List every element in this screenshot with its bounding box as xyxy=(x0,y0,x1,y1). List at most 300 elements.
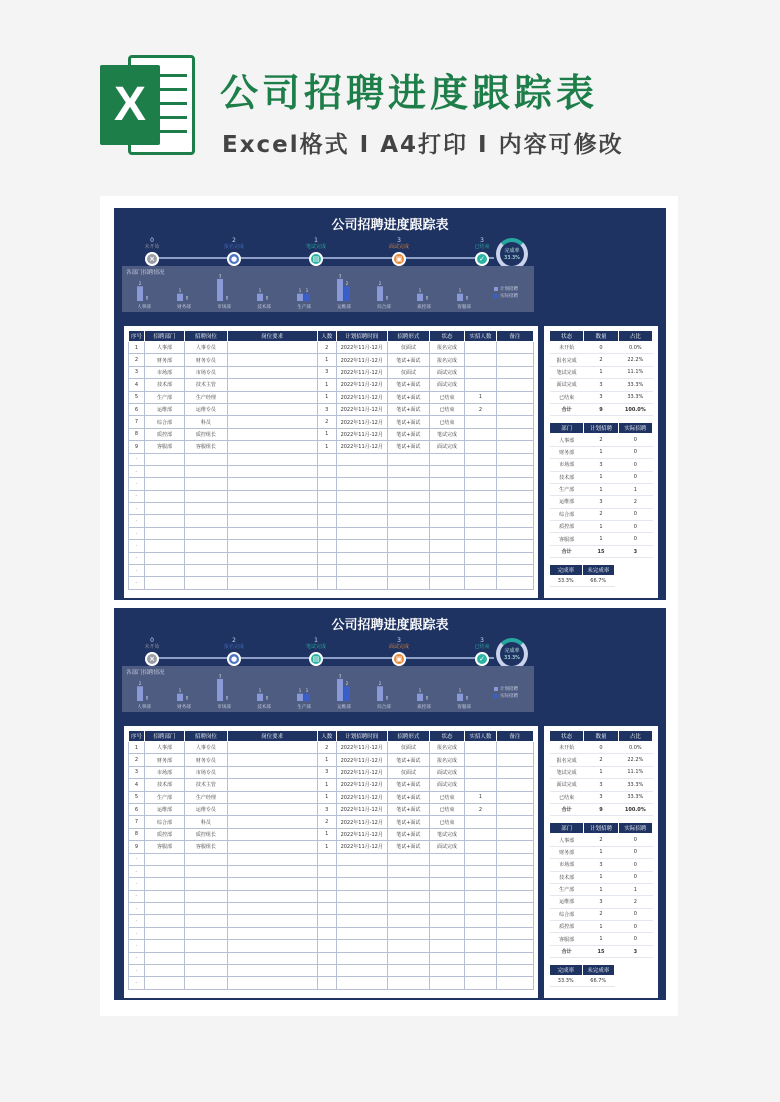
table-cell[interactable] xyxy=(430,503,465,515)
table-cell[interactable] xyxy=(387,940,429,952)
table-cell[interactable]: 6 xyxy=(129,403,145,415)
table-cell[interactable]: - xyxy=(129,515,145,527)
table-cell[interactable] xyxy=(430,527,465,539)
table-cell[interactable]: 2022年11月-12月 xyxy=(336,441,387,453)
table-cell[interactable]: 市场专员 xyxy=(185,766,227,778)
table-cell[interactable]: 笔试+面试 xyxy=(387,779,429,791)
table-cell[interactable] xyxy=(465,428,497,440)
table-cell[interactable] xyxy=(336,565,387,577)
table-cell[interactable] xyxy=(387,878,429,890)
table-cell[interactable]: 3 xyxy=(584,459,618,471)
table-cell[interactable]: 1 xyxy=(317,779,336,791)
table-cell[interactable]: 1 xyxy=(584,933,618,945)
table-cell[interactable]: 报名完成 xyxy=(430,342,465,354)
table-cell[interactable]: 2 xyxy=(465,803,497,815)
table-cell[interactable] xyxy=(387,865,429,877)
table-cell[interactable]: 运维部 xyxy=(550,896,584,908)
table-cell[interactable]: 1 xyxy=(584,871,618,883)
table-cell[interactable] xyxy=(144,965,184,977)
table-cell[interactable] xyxy=(465,878,497,890)
table-cell[interactable]: 已结束 xyxy=(430,791,465,803)
table-cell[interactable] xyxy=(185,940,227,952)
table-cell[interactable]: 1 xyxy=(317,841,336,853)
table-cell[interactable] xyxy=(336,552,387,564)
table-cell[interactable] xyxy=(387,453,429,465)
table-cell[interactable] xyxy=(465,742,497,754)
table-cell[interactable] xyxy=(227,465,317,477)
table-cell[interactable] xyxy=(317,878,336,890)
table-cell[interactable] xyxy=(387,490,429,502)
table-cell[interactable]: 3 xyxy=(317,803,336,815)
table-cell[interactable] xyxy=(496,515,533,527)
table-cell[interactable]: 笔试+面试 xyxy=(387,416,429,428)
table-cell[interactable] xyxy=(227,803,317,815)
table-cell[interactable] xyxy=(465,841,497,853)
table-cell[interactable]: 2 xyxy=(584,354,618,366)
table-cell[interactable] xyxy=(387,552,429,564)
table-cell[interactable]: 1 xyxy=(465,791,497,803)
table-cell[interactable] xyxy=(465,465,497,477)
table-cell[interactable]: 未开始 xyxy=(550,342,584,354)
table-cell[interactable]: 9 xyxy=(584,403,618,415)
table-cell[interactable]: 生产经理 xyxy=(185,391,227,403)
table-cell[interactable]: 0 xyxy=(618,446,652,458)
table-cell[interactable]: 笔试+面试 xyxy=(387,803,429,815)
table-cell[interactable] xyxy=(496,403,533,415)
table-cell[interactable]: 1 xyxy=(317,428,336,440)
table-cell[interactable]: 财务部 xyxy=(550,846,584,858)
table-cell[interactable] xyxy=(144,478,184,490)
table-cell[interactable] xyxy=(317,940,336,952)
table-cell[interactable] xyxy=(336,878,387,890)
table-cell[interactable] xyxy=(317,577,336,589)
table-cell[interactable]: 2 xyxy=(584,908,618,920)
table-cell[interactable]: 技术主管 xyxy=(185,779,227,791)
table-cell[interactable] xyxy=(430,565,465,577)
table-cell[interactable]: 市场专员 xyxy=(185,366,227,378)
table-cell[interactable]: 2 xyxy=(584,834,618,846)
table-cell[interactable] xyxy=(185,927,227,939)
table-cell[interactable] xyxy=(387,890,429,902)
table-cell[interactable] xyxy=(317,527,336,539)
table-cell[interactable]: 3 xyxy=(584,896,618,908)
table-cell[interactable] xyxy=(227,940,317,952)
table-cell[interactable] xyxy=(387,977,429,989)
table-cell[interactable]: - xyxy=(129,878,145,890)
table-cell[interactable]: - xyxy=(129,853,145,865)
table-cell[interactable]: - xyxy=(129,503,145,515)
table-cell[interactable] xyxy=(336,865,387,877)
table-cell[interactable]: - xyxy=(129,940,145,952)
table-cell[interactable]: 运维部 xyxy=(550,496,584,508)
table-cell[interactable]: 1 xyxy=(584,471,618,483)
table-cell[interactable] xyxy=(387,915,429,927)
table-cell[interactable]: 1 xyxy=(584,921,618,933)
table-cell[interactable] xyxy=(465,940,497,952)
table-cell[interactable]: - xyxy=(129,552,145,564)
table-cell[interactable]: 生产部 xyxy=(144,391,184,403)
table-cell[interactable] xyxy=(144,890,184,902)
table-cell[interactable]: 市场部 xyxy=(550,859,584,871)
table-cell[interactable]: - xyxy=(129,540,145,552)
table-cell[interactable] xyxy=(185,915,227,927)
table-cell[interactable]: 3 xyxy=(584,859,618,871)
table-cell[interactable]: 33.3% xyxy=(618,391,652,403)
table-cell[interactable] xyxy=(430,515,465,527)
table-cell[interactable]: 1 xyxy=(584,483,618,495)
table-cell[interactable] xyxy=(496,952,533,964)
table-cell[interactable] xyxy=(496,878,533,890)
table-cell[interactable] xyxy=(496,577,533,589)
table-cell[interactable]: - xyxy=(129,927,145,939)
table-cell[interactable]: 1 xyxy=(317,441,336,453)
table-cell[interactable]: 3 xyxy=(129,366,145,378)
table-cell[interactable]: 2022年11月-12月 xyxy=(336,742,387,754)
table-cell[interactable]: 3 xyxy=(317,766,336,778)
table-cell[interactable]: 笔试完成 xyxy=(550,366,584,378)
table-cell[interactable]: 1 xyxy=(129,742,145,754)
table-cell[interactable] xyxy=(317,853,336,865)
table-cell[interactable]: 已结束 xyxy=(430,403,465,415)
table-cell[interactable] xyxy=(185,552,227,564)
table-cell[interactable]: 1 xyxy=(129,342,145,354)
table-cell[interactable]: 合计 xyxy=(550,545,584,557)
table-cell[interactable] xyxy=(496,890,533,902)
table-cell[interactable] xyxy=(465,354,497,366)
table-cell[interactable]: 技术部 xyxy=(550,471,584,483)
table-cell[interactable] xyxy=(496,927,533,939)
table-cell[interactable] xyxy=(496,865,533,877)
table-cell[interactable]: 1 xyxy=(317,354,336,366)
table-cell[interactable] xyxy=(465,754,497,766)
table-cell[interactable]: - xyxy=(129,465,145,477)
table-cell[interactable]: 客服部 xyxy=(144,441,184,453)
table-cell[interactable] xyxy=(430,577,465,589)
table-cell[interactable] xyxy=(336,927,387,939)
table-cell[interactable] xyxy=(227,865,317,877)
table-cell[interactable]: 2 xyxy=(317,742,336,754)
table-cell[interactable]: 33.3% xyxy=(550,576,583,587)
table-cell[interactable]: 面试完成 xyxy=(550,779,584,791)
table-cell[interactable]: 合计 xyxy=(550,403,584,415)
table-cell[interactable] xyxy=(144,540,184,552)
table-cell[interactable]: 人事部 xyxy=(550,434,584,446)
table-cell[interactable] xyxy=(144,490,184,502)
table-cell[interactable]: 3 xyxy=(618,545,652,557)
table-cell[interactable]: 0 xyxy=(618,908,652,920)
table-cell[interactable]: 质控部 xyxy=(144,828,184,840)
table-cell[interactable]: 笔试+面试 xyxy=(387,791,429,803)
table-cell[interactable] xyxy=(465,890,497,902)
table-cell[interactable] xyxy=(387,565,429,577)
table-cell[interactable] xyxy=(185,565,227,577)
table-cell[interactable] xyxy=(144,878,184,890)
table-cell[interactable]: 笔试+面试 xyxy=(387,828,429,840)
table-cell[interactable] xyxy=(227,416,317,428)
table-cell[interactable] xyxy=(185,890,227,902)
table-cell[interactable] xyxy=(496,428,533,440)
table-cell[interactable] xyxy=(317,503,336,515)
table-cell[interactable] xyxy=(465,853,497,865)
table-cell[interactable]: 7 xyxy=(129,816,145,828)
table-cell[interactable]: 未开始 xyxy=(550,742,584,754)
table-cell[interactable] xyxy=(185,490,227,502)
table-cell[interactable]: 0.0% xyxy=(618,742,652,754)
table-cell[interactable]: 0 xyxy=(618,521,652,533)
table-cell[interactable]: - xyxy=(129,903,145,915)
table-cell[interactable]: 财务部 xyxy=(144,354,184,366)
table-cell[interactable] xyxy=(227,878,317,890)
table-cell[interactable]: 2022年11月-12月 xyxy=(336,803,387,815)
table-cell[interactable] xyxy=(430,540,465,552)
table-cell[interactable]: 2 xyxy=(584,754,618,766)
table-cell[interactable]: 2 xyxy=(618,896,652,908)
table-cell[interactable]: 1 xyxy=(317,828,336,840)
table-cell[interactable]: 面试完成 xyxy=(430,766,465,778)
table-cell[interactable] xyxy=(465,540,497,552)
table-cell[interactable]: 合计 xyxy=(550,803,584,815)
table-cell[interactable]: 1 xyxy=(584,521,618,533)
table-cell[interactable] xyxy=(185,965,227,977)
table-cell[interactable]: 笔试+面试 xyxy=(387,391,429,403)
table-cell[interactable]: 运维部 xyxy=(144,803,184,815)
table-cell[interactable]: 2022年11月-12月 xyxy=(336,403,387,415)
table-cell[interactable]: 2022年11月-12月 xyxy=(336,816,387,828)
table-cell[interactable]: 运维专员 xyxy=(185,803,227,815)
table-cell[interactable] xyxy=(465,441,497,453)
table-cell[interactable]: 0 xyxy=(618,834,652,846)
table-cell[interactable]: 技术部 xyxy=(144,379,184,391)
table-cell[interactable]: - xyxy=(129,527,145,539)
table-cell[interactable] xyxy=(465,766,497,778)
table-cell[interactable] xyxy=(336,853,387,865)
table-cell[interactable] xyxy=(144,465,184,477)
table-cell[interactable] xyxy=(430,465,465,477)
table-cell[interactable] xyxy=(227,965,317,977)
table-cell[interactable] xyxy=(465,416,497,428)
table-cell[interactable]: 客服部 xyxy=(550,933,584,945)
table-cell[interactable]: 11.1% xyxy=(618,366,652,378)
table-cell[interactable] xyxy=(336,977,387,989)
table-cell[interactable] xyxy=(496,379,533,391)
table-cell[interactable]: 3 xyxy=(317,366,336,378)
table-cell[interactable] xyxy=(227,890,317,902)
table-cell[interactable] xyxy=(227,742,317,754)
table-cell[interactable] xyxy=(465,865,497,877)
table-cell[interactable]: - xyxy=(129,977,145,989)
table-cell[interactable]: 33.3% xyxy=(550,976,583,987)
table-cell[interactable] xyxy=(336,527,387,539)
table-cell[interactable] xyxy=(496,779,533,791)
table-cell[interactable] xyxy=(227,441,317,453)
table-cell[interactable] xyxy=(496,742,533,754)
table-cell[interactable]: - xyxy=(129,490,145,502)
table-cell[interactable]: 1 xyxy=(584,366,618,378)
table-cell[interactable] xyxy=(227,403,317,415)
table-cell[interactable]: 技术部 xyxy=(144,779,184,791)
table-cell[interactable] xyxy=(387,903,429,915)
table-cell[interactable] xyxy=(336,540,387,552)
table-cell[interactable] xyxy=(227,527,317,539)
table-cell[interactable] xyxy=(496,453,533,465)
table-cell[interactable]: 1 xyxy=(465,391,497,403)
table-cell[interactable]: 33.3% xyxy=(618,779,652,791)
table-cell[interactable]: 5 xyxy=(129,791,145,803)
table-cell[interactable] xyxy=(465,527,497,539)
table-cell[interactable] xyxy=(227,515,317,527)
table-cell[interactable]: 报名完成 xyxy=(430,742,465,754)
table-cell[interactable] xyxy=(430,453,465,465)
table-cell[interactable] xyxy=(496,490,533,502)
table-cell[interactable] xyxy=(496,527,533,539)
table-cell[interactable]: 2 xyxy=(465,403,497,415)
table-cell[interactable] xyxy=(336,577,387,589)
table-cell[interactable]: 已结束 xyxy=(430,391,465,403)
table-cell[interactable]: 人事专员 xyxy=(185,342,227,354)
table-cell[interactable]: 2 xyxy=(584,508,618,520)
table-cell[interactable] xyxy=(144,977,184,989)
table-cell[interactable]: 笔试完成 xyxy=(430,828,465,840)
table-cell[interactable]: 22.2% xyxy=(618,354,652,366)
table-cell[interactable]: 3 xyxy=(584,379,618,391)
table-cell[interactable] xyxy=(496,416,533,428)
table-cell[interactable] xyxy=(465,779,497,791)
table-cell[interactable] xyxy=(496,540,533,552)
table-cell[interactable] xyxy=(430,940,465,952)
table-cell[interactable] xyxy=(496,853,533,865)
table-cell[interactable]: 3 xyxy=(317,403,336,415)
table-cell[interactable] xyxy=(496,565,533,577)
table-cell[interactable] xyxy=(317,478,336,490)
table-cell[interactable]: 2 xyxy=(618,496,652,508)
table-cell[interactable] xyxy=(430,865,465,877)
table-cell[interactable]: - xyxy=(129,865,145,877)
table-cell[interactable] xyxy=(496,803,533,815)
table-cell[interactable]: 4 xyxy=(129,779,145,791)
table-cell[interactable] xyxy=(227,478,317,490)
table-cell[interactable] xyxy=(317,453,336,465)
table-cell[interactable]: 综合部 xyxy=(550,908,584,920)
table-cell[interactable] xyxy=(227,379,317,391)
table-cell[interactable] xyxy=(227,791,317,803)
table-cell[interactable] xyxy=(227,816,317,828)
table-cell[interactable]: 2022年11月-12月 xyxy=(336,366,387,378)
table-cell[interactable] xyxy=(465,927,497,939)
table-cell[interactable]: 笔试+面试 xyxy=(387,841,429,853)
table-cell[interactable]: 人事专员 xyxy=(185,742,227,754)
table-cell[interactable] xyxy=(496,503,533,515)
table-cell[interactable]: 已结束 xyxy=(550,391,584,403)
table-cell[interactable] xyxy=(465,552,497,564)
table-cell[interactable]: 面试完成 xyxy=(550,379,584,391)
table-cell[interactable] xyxy=(317,465,336,477)
table-cell[interactable]: 笔试+面试 xyxy=(387,379,429,391)
table-cell[interactable] xyxy=(430,878,465,890)
table-cell[interactable] xyxy=(430,903,465,915)
table-cell[interactable]: 2022年11月-12月 xyxy=(336,416,387,428)
table-cell[interactable] xyxy=(227,841,317,853)
table-cell[interactable] xyxy=(185,577,227,589)
table-cell[interactable]: 2 xyxy=(317,416,336,428)
table-cell[interactable]: 面试完成 xyxy=(430,441,465,453)
table-cell[interactable] xyxy=(387,952,429,964)
table-cell[interactable]: 3 xyxy=(584,391,618,403)
table-cell[interactable] xyxy=(144,552,184,564)
table-cell[interactable] xyxy=(144,927,184,939)
table-cell[interactable] xyxy=(144,453,184,465)
table-cell[interactable] xyxy=(336,940,387,952)
table-cell[interactable]: 15 xyxy=(584,945,618,957)
table-cell[interactable]: 2022年11月-12月 xyxy=(336,779,387,791)
table-cell[interactable]: 33.3% xyxy=(618,379,652,391)
table-cell[interactable] xyxy=(336,915,387,927)
table-cell[interactable]: 运维部 xyxy=(144,403,184,415)
table-cell[interactable]: 面试完成 xyxy=(430,841,465,853)
table-cell[interactable] xyxy=(227,927,317,939)
table-cell[interactable]: - xyxy=(129,915,145,927)
table-cell[interactable]: 面试完成 xyxy=(430,366,465,378)
table-cell[interactable]: 笔试+面试 xyxy=(387,403,429,415)
table-cell[interactable]: 2 xyxy=(129,354,145,366)
table-cell[interactable]: 笔试完成 xyxy=(430,428,465,440)
table-cell[interactable] xyxy=(144,940,184,952)
table-cell[interactable] xyxy=(465,515,497,527)
table-cell[interactable]: 3 xyxy=(129,766,145,778)
table-cell[interactable] xyxy=(496,465,533,477)
table-cell[interactable] xyxy=(227,354,317,366)
table-cell[interactable]: 人事部 xyxy=(144,342,184,354)
table-cell[interactable] xyxy=(496,354,533,366)
table-cell[interactable] xyxy=(144,853,184,865)
table-cell[interactable] xyxy=(387,515,429,527)
table-cell[interactable]: 2022年11月-12月 xyxy=(336,754,387,766)
table-cell[interactable] xyxy=(496,391,533,403)
table-cell[interactable] xyxy=(496,915,533,927)
table-cell[interactable]: 运维专员 xyxy=(185,403,227,415)
table-cell[interactable]: 1 xyxy=(317,391,336,403)
table-cell[interactable]: 1 xyxy=(317,791,336,803)
table-cell[interactable]: - xyxy=(129,890,145,902)
table-cell[interactable]: 1 xyxy=(584,446,618,458)
table-cell[interactable] xyxy=(227,577,317,589)
table-cell[interactable]: 2 xyxy=(584,434,618,446)
table-cell[interactable]: 客服组长 xyxy=(185,841,227,853)
table-cell[interactable] xyxy=(317,952,336,964)
table-cell[interactable] xyxy=(227,915,317,927)
table-cell[interactable] xyxy=(336,890,387,902)
table-cell[interactable] xyxy=(465,342,497,354)
table-cell[interactable]: 100.0% xyxy=(618,803,652,815)
table-cell[interactable] xyxy=(465,977,497,989)
table-cell[interactable]: 5 xyxy=(129,391,145,403)
table-cell[interactable] xyxy=(430,952,465,964)
table-cell[interactable] xyxy=(227,490,317,502)
table-cell[interactable]: 报名完成 xyxy=(550,754,584,766)
table-cell[interactable]: 质控部 xyxy=(550,521,584,533)
table-cell[interactable] xyxy=(387,527,429,539)
table-cell[interactable]: 0 xyxy=(618,933,652,945)
table-cell[interactable]: 2 xyxy=(317,816,336,828)
table-cell[interactable] xyxy=(144,565,184,577)
table-cell[interactable]: 财务专员 xyxy=(185,354,227,366)
table-cell[interactable] xyxy=(465,577,497,589)
table-cell[interactable] xyxy=(317,540,336,552)
table-cell[interactable]: 11.1% xyxy=(618,766,652,778)
table-cell[interactable] xyxy=(387,853,429,865)
table-cell[interactable] xyxy=(336,453,387,465)
table-cell[interactable] xyxy=(465,379,497,391)
table-cell[interactable] xyxy=(317,903,336,915)
